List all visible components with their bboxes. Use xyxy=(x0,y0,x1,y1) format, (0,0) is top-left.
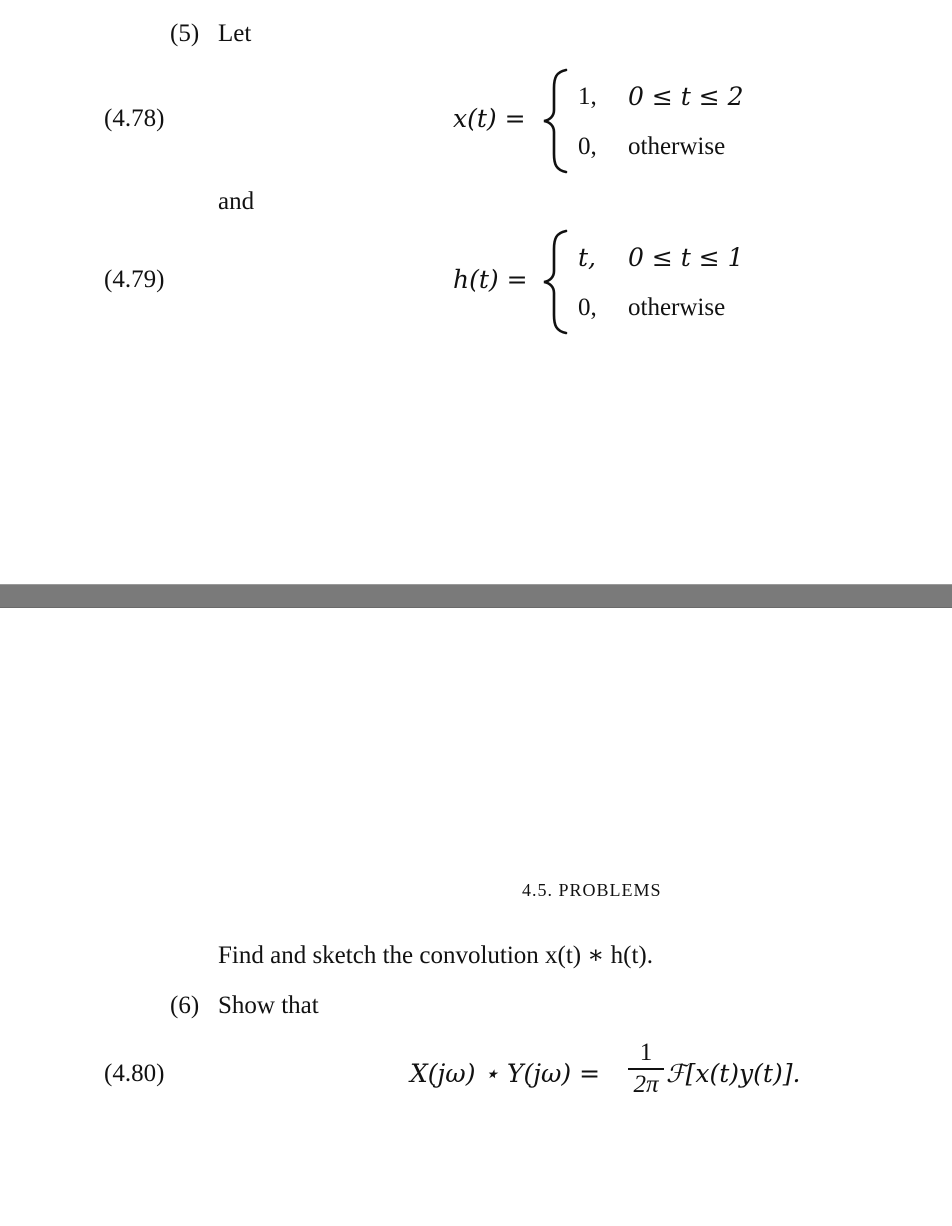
eq478-case2-value: 0, xyxy=(578,133,597,160)
fraction-numerator: 1 xyxy=(639,1039,653,1066)
equation-number-4-79: (4.79) xyxy=(104,266,165,293)
eq479-case2-value: 0, xyxy=(578,294,597,321)
eq479-case2-condition: otherwise xyxy=(628,294,726,321)
eq478-case2-condition: otherwise xyxy=(628,133,726,160)
page-top xyxy=(0,0,952,584)
item-5-label: (5) xyxy=(170,20,200,47)
eq479-case1-value: t, xyxy=(578,243,596,272)
item-6-text: Show that xyxy=(218,992,319,1019)
fraction-denominator: 2π xyxy=(633,1071,659,1098)
eq480-fraction xyxy=(628,1040,664,1098)
item-6-label: (6) xyxy=(170,992,200,1019)
equation-number-4-80: (4.80) xyxy=(104,1060,165,1087)
eq479-case1-condition: 0 ≤ t ≤ 1 xyxy=(628,243,744,272)
equation-number-4-78: (4.78) xyxy=(104,105,165,132)
left-brace-icon xyxy=(538,66,578,176)
left-brace-icon xyxy=(538,227,578,337)
find-sketch-text: Find and sketch the convolution x(t) ∗ h(t). xyxy=(218,942,653,969)
page-divider xyxy=(0,584,952,608)
page-bottom xyxy=(0,608,952,1226)
item-5-text: Let xyxy=(218,20,252,47)
eq478-lhs: x(t) = xyxy=(453,104,526,133)
fraction-bar xyxy=(628,1068,664,1070)
and-text: and xyxy=(218,188,255,215)
eq480-lhs: X(jω) ⋆ Y(jω) = xyxy=(410,1059,601,1088)
eq478-case1-condition: 0 ≤ t ≤ 2 xyxy=(628,82,744,111)
eq480-rhs: ℱ[x(t)y(t)]. xyxy=(666,1059,801,1088)
running-header: 4.5. PROBLEMS xyxy=(522,880,662,900)
eq479-lhs: h(t) = xyxy=(453,265,528,294)
eq478-case1-value: 1, xyxy=(578,83,597,110)
